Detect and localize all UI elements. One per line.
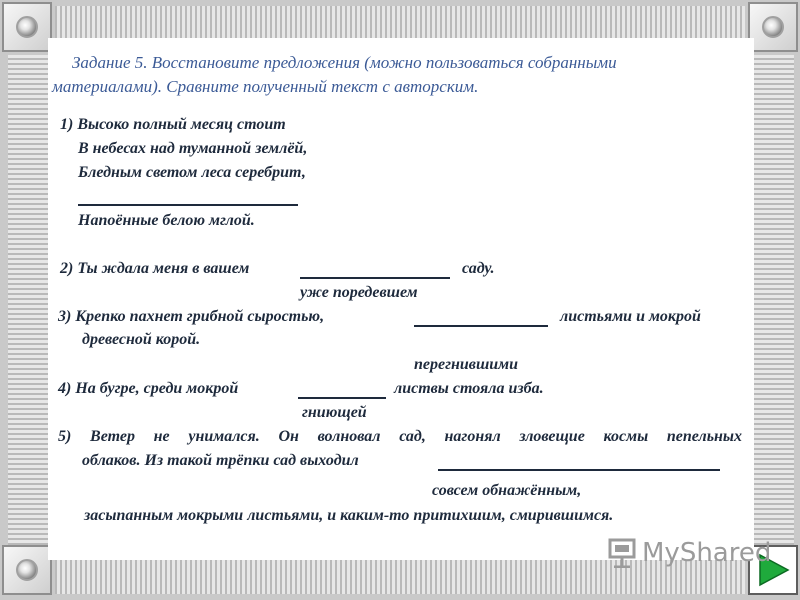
- corner-top-right: [748, 2, 798, 52]
- myshared-watermark: [608, 536, 771, 570]
- item2-answer: уже поредевшем: [300, 284, 418, 301]
- task-heading-line1: Задание 5. Восстановите предложения (можно пользоваться собранными: [72, 53, 617, 72]
- item1-blank-line: [78, 204, 298, 206]
- item4-answer: гниющей: [302, 404, 367, 421]
- item5-line2: облаков. Из такой трёпки сад выходил: [82, 452, 359, 469]
- item3-line1-before: 3) Крепко пахнет грибной сыростью,: [58, 308, 325, 325]
- item2-text-before: 2) Ты ждала меня в вашем: [60, 260, 250, 277]
- watermark-text: MyShared: [642, 538, 772, 568]
- corner-bottom-left: [2, 545, 52, 595]
- item3-line2: древесной корой.: [82, 331, 201, 348]
- item2-text-after: саду.: [462, 260, 495, 277]
- rivet-icon: [16, 16, 38, 38]
- item5-line1: 5) Ветер не унимался. Он волновал сад, нагонял зловещие космы пепельных: [58, 428, 742, 445]
- item1-line2: В небесах над туманной землёй,: [78, 140, 308, 157]
- corner-top-left: [2, 2, 52, 52]
- item3-blank: [414, 325, 548, 327]
- rivet-icon: [16, 559, 38, 581]
- slide-content: [48, 38, 754, 560]
- item1-line1: 1) Высоко полный месяц стоит: [60, 116, 286, 133]
- item2-blank: [300, 277, 450, 279]
- task-heading-line2: материалами). Сравните полученный текст с авторским.: [52, 77, 479, 96]
- item1-line5: Напоённые белою мглой.: [78, 212, 255, 229]
- item5-answer-line1: совсем обнажённым,: [432, 482, 582, 499]
- rivet-icon: [762, 16, 784, 38]
- frame-left-bar: [8, 55, 48, 545]
- item1-line3: Бледным светом леса серебрит,: [78, 164, 306, 181]
- item5-answer-line2: засыпанным мокрыми листьями, и каким-то притихшим, смирившимся.: [84, 507, 614, 524]
- frame-top-bar: [55, 6, 745, 38]
- item4-text-before: 4) На бугре, среди мокрой: [58, 380, 239, 397]
- frame-right-bar: [754, 55, 794, 545]
- item3-line1-after: листьями и мокрой: [560, 308, 701, 325]
- item4-blank: [298, 397, 386, 399]
- item4-text-after: листвы стояла изба.: [394, 380, 544, 397]
- item5-blank: [438, 469, 720, 471]
- item3-answer: перегнившими: [414, 356, 519, 373]
- presentation-board-icon: [608, 538, 636, 568]
